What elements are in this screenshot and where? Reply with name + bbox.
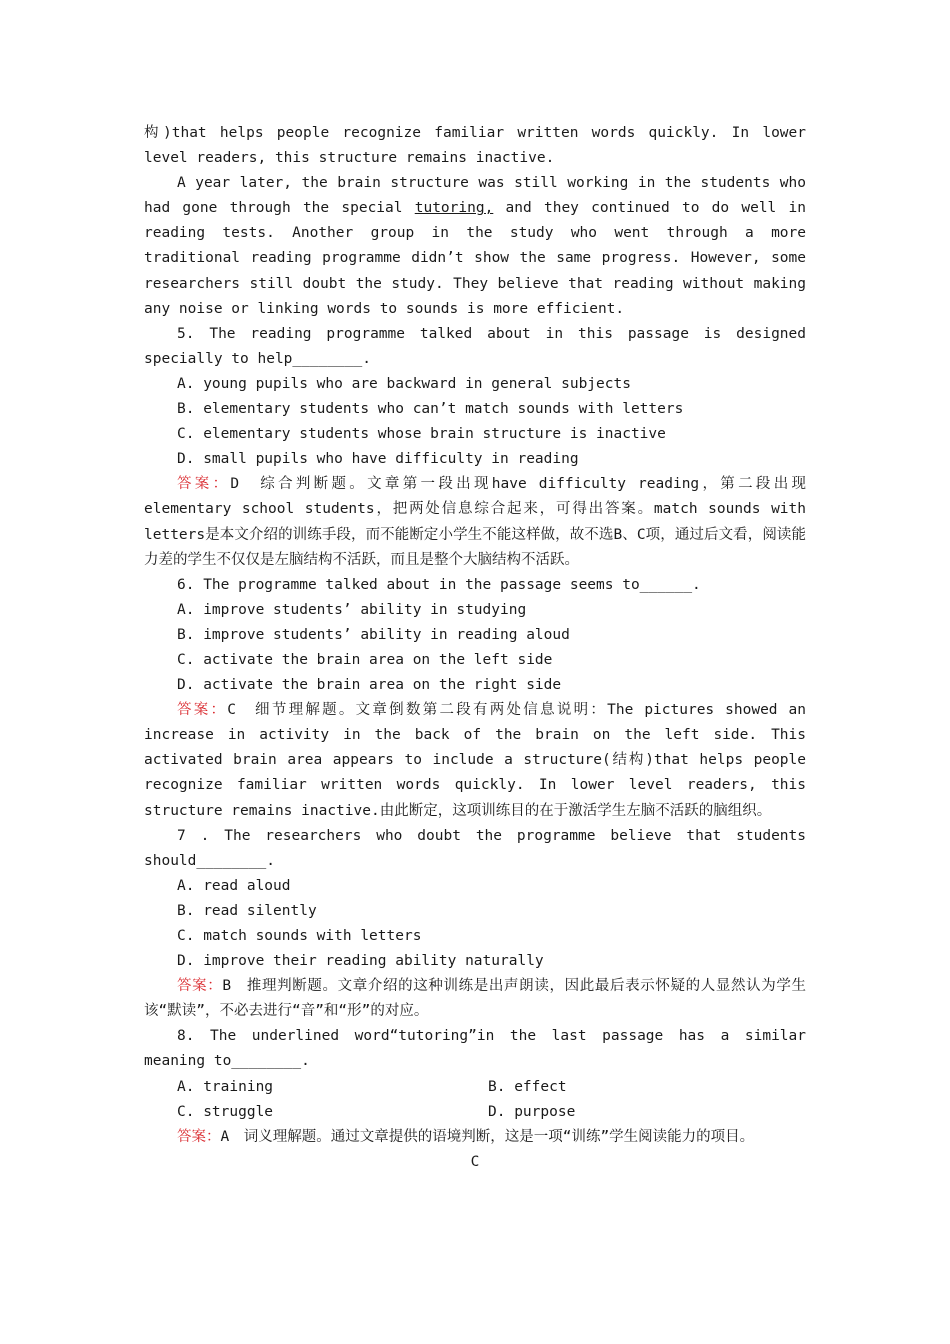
question-8-options-row-2 bbox=[144, 1100, 806, 1125]
answer-label: 答案： bbox=[177, 476, 231, 493]
question-5-option-d: D. small pupils who have difficulty in reading bbox=[177, 451, 579, 468]
section-heading-c: C bbox=[470, 1153, 480, 1170]
question-5-stem: 5. The reading programme talked about in this passage is designed specially to help________. bbox=[144, 325, 806, 367]
question-7-stem: 7 . The researchers who doubt the programme believe that students should________. bbox=[144, 827, 806, 869]
question-5-option-c: C. elementary students whose brain structure is inactive bbox=[177, 426, 666, 443]
question-6-option-b: B. improve students’ ability in reading aloud bbox=[177, 626, 570, 643]
question-8-option-c: C. struggle bbox=[177, 1103, 274, 1120]
answer-label: 答案： bbox=[177, 978, 223, 995]
question-8-stem: 8. The underlined word“tutoring”in the last passage has a similar meaning to________. bbox=[144, 1028, 806, 1070]
question-7-option-b: B. read silently bbox=[177, 902, 317, 919]
answer-label: 答案： bbox=[177, 702, 228, 719]
passage-paragraph-continued: 构)that helps people recognize familiar written words quickly. In lower level readers, this structure remains inactive. bbox=[144, 125, 806, 167]
question-6-answer: 答案：C 细节理解题。文章倒数第二段有两处信息说明：The pictures showed an increase in activity in the back of the brain on the left side. This activated brain area appears to include a structure(结构)that helps people recognize familiar written words quickly. In lower level readers, this structure remains inactive.由此断定，这项训练目的在于激活学生左脑不活跃的脑组织。 bbox=[144, 702, 806, 819]
underlined-word-tutoring: tutoring, bbox=[414, 200, 494, 217]
question-6-option-a: A. improve students’ ability in studying bbox=[177, 601, 527, 618]
question-8-option-b: B. effect bbox=[488, 1078, 567, 1095]
question-5-answer: 答案：D 综合判断题。文章第一段出现have difficulty reading，第二段出现elementary school students，把两处信息综合起来，可得出答案。match sounds with letters是本文介绍的训练手段，而不能断定小学生不能这样做，故不选B、C项，通过后文看，阅读能力差的学生不仅仅是左脑结构不活跃，而且是整个大脑结构不活跃。 bbox=[144, 476, 806, 568]
question-7-option-a: A. read aloud bbox=[177, 877, 291, 894]
answer-label: 答案： bbox=[177, 1128, 221, 1145]
question-7-option-c: C. match sounds with letters bbox=[177, 928, 422, 944]
question-8-options-row-1 bbox=[144, 1075, 806, 1100]
question-7-option-d: D. improve their reading ability naturally bbox=[177, 953, 544, 970]
question-8-answer: 答案：A 词义理解题。通过文章提供的语境判断，这是一项“训练”学生阅读能力的项目。 bbox=[177, 1128, 755, 1145]
question-5-option-b: B. elementary students who can’t match sounds with letters bbox=[177, 401, 684, 418]
passage-paragraph-2: A year later, the brain structure was still working in the students who had gone through the special tutoring, and they continued to do well in reading tests. Another group in the study who went through a more traditional reading programme didn’t show the same progress. However, some researchers still doubt the study. They believe that reading without making any noise or linking words to sounds is more efficient. bbox=[144, 175, 806, 317]
question-6-option-c: C. activate the brain area on the left side bbox=[177, 651, 553, 668]
question-8-option-d: D. purpose bbox=[488, 1103, 576, 1120]
question-6-stem: 6. The programme talked about in the passage seems to______. bbox=[177, 576, 701, 593]
question-7-answer: 答案：B 推理判断题。文章介绍的这种训练是出声朗读，因此最后表示怀疑的人显然认为学生该“默读”，不必去进行“音”和“形”的对应。 bbox=[144, 978, 806, 1020]
document-page bbox=[144, 121, 806, 1175]
question-8-option-a: A. training bbox=[177, 1078, 274, 1095]
question-5-option-a: A. young pupils who are backward in general subjects bbox=[177, 375, 631, 392]
question-6-option-d: D. activate the brain area on the right side bbox=[177, 677, 562, 694]
